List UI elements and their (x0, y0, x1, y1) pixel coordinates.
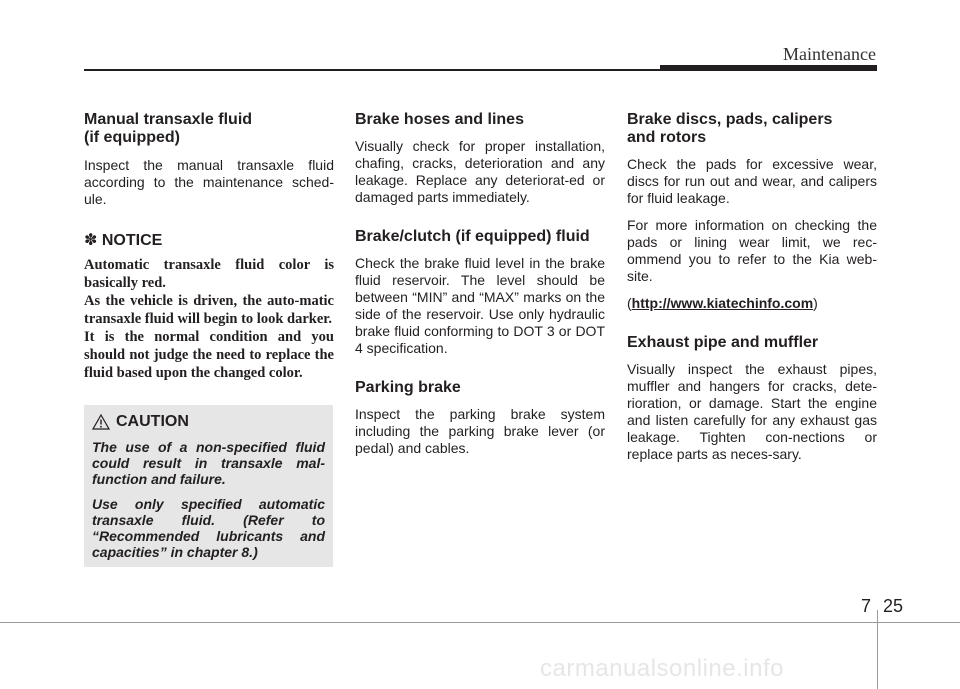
parking-brake-heading: Parking brake (355, 379, 461, 396)
column-1 (84, 111, 334, 382)
caution-title (92, 413, 325, 431)
heading-line: and rotors (627, 129, 707, 146)
notice-line: It is the normal condition and you should not judge the need to replace the fluid based upon the changed color. (84, 329, 334, 381)
parking-brake-body: Inspect the parking brake system including the parking brake lever (or pedal) and cables. (355, 406, 605, 456)
exhaust-body: Visually inspect the exhaust pipes, muffler and hangers for cracks, dete-rioration, or damage. Start the engine and listen carefully for any exhaust gas leakage. Tighten con-nections or replace parts as neces-sary. (627, 361, 877, 462)
footer-divider (877, 610, 878, 689)
manual-transaxle-heading (84, 111, 334, 147)
chapter-number: 7 (861, 596, 872, 616)
caution-para: Use only specified automatic transaxle fluid. (Refer to “Recommended lubricants and capacities” in chapter 8.) (92, 496, 325, 560)
notice-heading (84, 230, 334, 250)
brake-hoses-heading: Brake hoses and lines (355, 111, 524, 128)
heading-line: Manual transaxle fluid (84, 111, 253, 128)
brake-fluid-body: Check the brake fluid level in the brake fluid reservoir. The level should be between “MIN” and “MAX” marks on the side of the reservoir. Use only hydraulic brake fluid conforming to DOT 3 or DOT 4 specification. (355, 255, 605, 356)
kia-link-line (627, 295, 877, 312)
notice-label: NOTICE (101, 232, 163, 249)
caution-para: The use of a non-specified fluid could result in transaxle mal-function and failure. (92, 439, 325, 487)
watermark: carmanualsonline.info (540, 655, 784, 682)
column-2 (355, 111, 605, 467)
notice-line: Automatic transaxle fluid color is basically red. (84, 257, 334, 291)
footer-rule (0, 622, 960, 623)
heading-line: Brake discs, pads, calipers (627, 111, 833, 128)
brake-discs-body: Check the pads for excessive wear, discs for run out and wear, and calipers for fluid leakage. (627, 156, 877, 206)
header-title: Maintenance (783, 44, 876, 64)
brake-discs-heading (627, 111, 877, 147)
paren-open: ( (627, 295, 632, 311)
notice-star-icon: ✽ (84, 232, 98, 249)
column-3 (627, 111, 877, 473)
kia-techinfo-link[interactable]: http://www.kiatechinfo.com (631, 295, 814, 311)
exhaust-heading: Exhaust pipe and muffler (627, 334, 819, 351)
brake-fluid-heading: Brake/clutch (if equipped) fluid (355, 228, 590, 245)
manual-transaxle-body: Inspect the manual transaxle fluid according to the maintenance sched-ule. (84, 157, 334, 207)
notice-line: As the vehicle is driven, the auto-matic transaxle fluid will begin to look darker. (84, 293, 334, 327)
header-rule (84, 69, 660, 71)
caution-label: CAUTION (116, 413, 189, 430)
warning-triangle-icon (92, 414, 110, 430)
brake-hoses-body: Visually check for proper installation, chafing, cracks, deterioration and any leakage. Replace any deteriorat-ed or damaged parts immediately. (355, 138, 605, 205)
heading-line: (if equipped) (84, 129, 180, 146)
brake-discs-body-2: For more information on checking the pads or lining wear limit, we rec-ommend you to refer to the Kia web-site. (627, 217, 877, 284)
header-bar (660, 65, 877, 71)
page-number: 25 (883, 596, 904, 616)
paren-close: ) (813, 295, 818, 311)
caution-box (84, 405, 333, 567)
